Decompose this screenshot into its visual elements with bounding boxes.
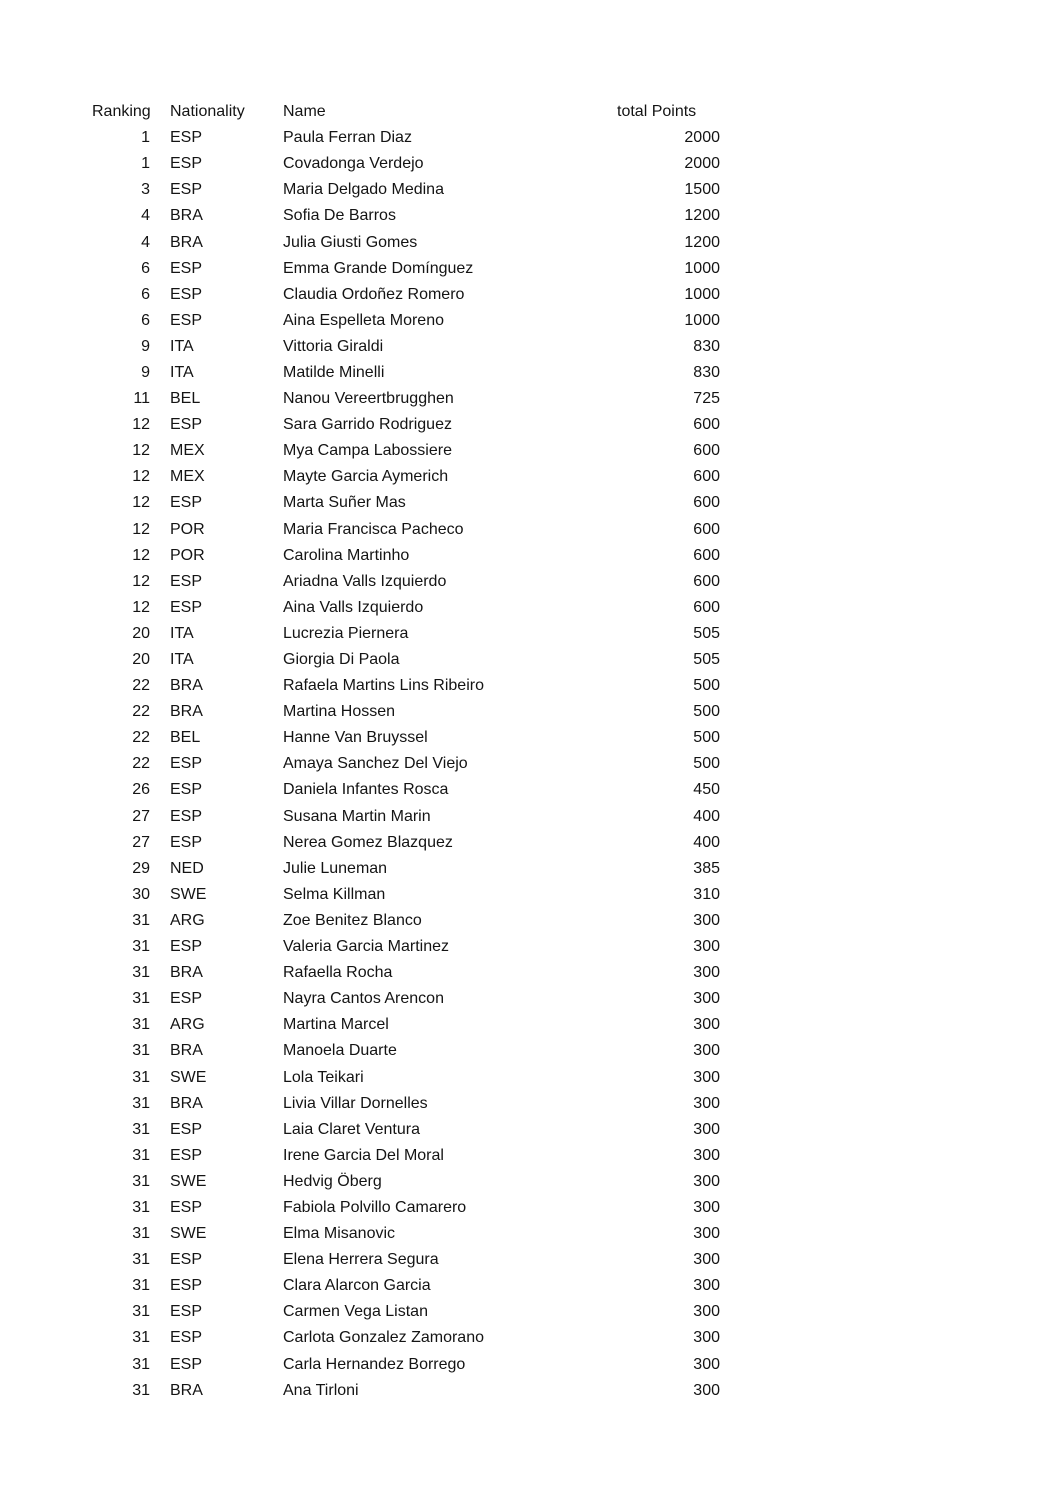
nationality-cell: ESP <box>170 1329 203 1347</box>
rank-cell: 1 <box>141 129 150 147</box>
nationality-cell: ITA <box>170 363 194 381</box>
points-cell: 1500 <box>684 181 720 199</box>
table-row <box>92 1012 720 1038</box>
nationality-cell: POR <box>170 520 205 538</box>
rank-cell: 31 <box>132 1146 150 1164</box>
table-row <box>92 595 720 621</box>
ranking-table-body <box>92 125 720 1404</box>
name-cell: Sara Garrido Rodriguez <box>283 416 452 434</box>
points-cell: 600 <box>693 416 720 434</box>
rank-cell: 31 <box>132 990 150 1008</box>
points-cell: 300 <box>693 964 720 982</box>
nationality-cell: ESP <box>170 155 203 173</box>
rank-cell: 31 <box>132 1172 150 1190</box>
table-row <box>92 908 720 934</box>
name-cell: Matilde Minelli <box>283 363 385 381</box>
points-cell: 300 <box>693 1251 720 1269</box>
nationality-cell: ITA <box>170 337 194 355</box>
rank-cell: 31 <box>132 1042 150 1060</box>
name-cell: Vittoria Giraldi <box>283 337 384 355</box>
rank-cell: 27 <box>132 833 150 851</box>
points-cell: 600 <box>693 442 720 460</box>
name-cell: Martina Marcel <box>283 1016 389 1034</box>
name-cell: Martina Hossen <box>283 703 396 721</box>
table-row <box>92 856 720 882</box>
nationality-cell: BRA <box>170 233 203 251</box>
nationality-cell: BRA <box>170 964 203 982</box>
table-row <box>92 830 720 856</box>
rank-cell: 30 <box>132 885 150 903</box>
points-cell: 300 <box>693 1094 720 1112</box>
rank-cell: 22 <box>132 677 150 695</box>
nationality-cell: ESP <box>170 1303 203 1321</box>
nationality-cell: BRA <box>170 677 203 695</box>
name-cell: Ariadna Valls Izquierdo <box>283 572 447 590</box>
nationality-cell: ESP <box>170 781 203 799</box>
points-cell: 600 <box>693 598 720 616</box>
nationality-cell: ESP <box>170 416 203 434</box>
points-cell: 1200 <box>684 233 720 251</box>
column-header-total-points: total Points <box>617 103 697 121</box>
nationality-cell: ITA <box>170 651 194 669</box>
name-cell: Lucrezia Piernera <box>283 624 409 642</box>
points-cell: 310 <box>693 885 720 903</box>
name-cell: Fabiola Polvillo Camarero <box>283 1198 467 1216</box>
table-row <box>92 673 720 699</box>
rank-cell: 22 <box>132 703 150 721</box>
rank-cell: 11 <box>133 390 150 408</box>
table-row <box>92 334 720 360</box>
points-cell: 300 <box>693 1016 720 1034</box>
rank-cell: 12 <box>132 520 150 538</box>
rank-cell: 31 <box>132 1225 150 1243</box>
table-row <box>92 1038 720 1064</box>
name-cell: Carla Hernandez Borrego <box>283 1355 466 1373</box>
nationality-cell: BRA <box>170 1094 203 1112</box>
rank-cell: 12 <box>132 442 150 460</box>
points-cell: 300 <box>693 911 720 929</box>
nationality-cell: ESP <box>170 259 203 277</box>
points-cell: 1000 <box>684 311 720 329</box>
nationality-cell: ESP <box>170 311 203 329</box>
table-row <box>92 699 720 725</box>
rank-cell: 31 <box>132 1381 150 1399</box>
nationality-cell: ESP <box>170 938 203 956</box>
rank-cell: 3 <box>141 181 150 199</box>
points-cell: 600 <box>693 572 720 590</box>
points-cell: 300 <box>693 1381 720 1399</box>
points-cell: 500 <box>693 729 720 747</box>
rank-cell: 12 <box>132 572 150 590</box>
name-cell: Giorgia Di Paola <box>283 651 400 669</box>
points-cell: 1200 <box>684 207 720 225</box>
points-cell: 300 <box>693 1068 720 1086</box>
name-cell: Clara Alarcon Garcia <box>283 1277 431 1295</box>
rank-cell: 4 <box>141 207 150 225</box>
points-cell: 300 <box>693 990 720 1008</box>
points-cell: 600 <box>693 546 720 564</box>
table-row <box>92 543 720 569</box>
name-cell: Irene Garcia Del Moral <box>283 1146 444 1164</box>
rank-cell: 31 <box>132 1016 150 1034</box>
name-cell: Carmen Vega Listan <box>283 1303 428 1321</box>
rank-cell: 1 <box>141 155 150 173</box>
rank-cell: 31 <box>132 1120 150 1138</box>
nationality-cell: BRA <box>170 1381 203 1399</box>
points-cell: 300 <box>693 1355 720 1373</box>
table-row <box>92 151 720 177</box>
name-cell: Sofia De Barros <box>283 207 396 225</box>
table-row <box>92 1325 720 1351</box>
points-cell: 400 <box>693 833 720 851</box>
nationality-cell: POR <box>170 546 205 564</box>
table-row <box>92 647 720 673</box>
points-cell: 600 <box>693 494 720 512</box>
points-cell: 450 <box>693 781 720 799</box>
name-cell: Julie Luneman <box>283 859 388 877</box>
rank-cell: 9 <box>141 363 150 381</box>
rank-cell: 31 <box>132 911 150 929</box>
name-cell: Livia Villar Dornelles <box>283 1094 428 1112</box>
rank-cell: 31 <box>132 1068 150 1086</box>
name-cell: Maria Delgado Medina <box>283 181 444 199</box>
rank-cell: 31 <box>132 1251 150 1269</box>
nationality-cell: ESP <box>170 1120 203 1138</box>
table-row <box>92 934 720 960</box>
name-cell: Elena Herrera Segura <box>283 1251 439 1269</box>
table-row <box>92 229 720 255</box>
table-row <box>92 1195 720 1221</box>
table-row <box>92 1247 720 1273</box>
table-row <box>92 882 720 908</box>
rank-cell: 20 <box>132 624 150 642</box>
rank-cell: 12 <box>132 598 150 616</box>
column-header-ranking: Ranking <box>92 103 151 121</box>
name-cell: Paula Ferran Diaz <box>283 129 412 147</box>
points-cell: 1000 <box>684 259 720 277</box>
nationality-cell: BRA <box>170 207 203 225</box>
name-cell: Mya Campa Labossiere <box>283 442 452 460</box>
name-cell: Lola Teikari <box>283 1068 364 1086</box>
points-cell: 300 <box>693 1277 720 1295</box>
name-cell: Laia Claret Ventura <box>283 1120 420 1138</box>
points-cell: 300 <box>693 1172 720 1190</box>
rank-cell: 12 <box>132 546 150 564</box>
rank-cell: 9 <box>141 337 150 355</box>
rank-cell: 31 <box>132 1277 150 1295</box>
table-header-row <box>92 99 720 125</box>
table-row <box>92 177 720 203</box>
rank-cell: 31 <box>132 964 150 982</box>
points-cell: 300 <box>693 1120 720 1138</box>
rank-cell: 31 <box>132 1355 150 1373</box>
nationality-cell: BEL <box>170 729 201 747</box>
name-cell: Elma Misanovic <box>283 1225 396 1243</box>
nationality-cell: ESP <box>170 494 203 512</box>
name-cell: Nerea Gomez Blazquez <box>283 833 453 851</box>
rank-cell: 12 <box>132 468 150 486</box>
nationality-cell: ESP <box>170 572 203 590</box>
points-cell: 500 <box>693 755 720 773</box>
table-row <box>92 1169 720 1195</box>
table-row <box>92 125 720 151</box>
points-cell: 300 <box>693 1225 720 1243</box>
points-cell: 300 <box>693 1198 720 1216</box>
name-cell: Emma Grande Domínguez <box>283 259 474 277</box>
nationality-cell: ESP <box>170 598 203 616</box>
points-cell: 300 <box>693 938 720 956</box>
table-row <box>92 1273 720 1299</box>
column-header-nationality: Nationality <box>170 103 245 121</box>
nationality-cell: ITA <box>170 624 194 642</box>
nationality-cell: MEX <box>170 442 205 460</box>
points-cell: 505 <box>693 624 720 642</box>
rank-cell: 6 <box>141 311 150 329</box>
name-cell: Hanne Van Bruyssel <box>283 729 428 747</box>
rank-cell: 29 <box>132 859 150 877</box>
points-cell: 300 <box>693 1042 720 1060</box>
table-row <box>92 464 720 490</box>
points-cell: 300 <box>693 1329 720 1347</box>
nationality-cell: SWE <box>170 1225 207 1243</box>
nationality-cell: SWE <box>170 885 207 903</box>
nationality-cell: ESP <box>170 833 203 851</box>
rank-cell: 22 <box>132 729 150 747</box>
nationality-cell: ESP <box>170 990 203 1008</box>
points-cell: 2000 <box>684 129 720 147</box>
table-row <box>92 438 720 464</box>
table-row <box>92 412 720 438</box>
name-cell: Claudia Ordoñez Romero <box>283 285 465 303</box>
name-cell: Mayte Garcia Aymerich <box>283 468 449 486</box>
table-row <box>92 1064 720 1090</box>
nationality-cell: ESP <box>170 285 203 303</box>
table-row <box>92 621 720 647</box>
name-cell: Aina Espelleta Moreno <box>283 311 444 329</box>
nationality-cell: BRA <box>170 1042 203 1060</box>
nationality-cell: ESP <box>170 1355 203 1373</box>
name-cell: Maria Francisca Pacheco <box>283 520 464 538</box>
table-row <box>92 751 720 777</box>
ranking-table <box>92 99 720 1404</box>
name-cell: Nayra Cantos Arencon <box>283 990 444 1008</box>
rank-cell: 31 <box>132 1329 150 1347</box>
nationality-cell: ESP <box>170 1198 203 1216</box>
table-row <box>92 308 720 334</box>
table-row <box>92 1352 720 1378</box>
nationality-cell: ARG <box>170 911 205 929</box>
nationality-cell: MEX <box>170 468 205 486</box>
table-row <box>92 1299 720 1325</box>
name-cell: Valeria Garcia Martinez <box>283 938 449 956</box>
rank-cell: 31 <box>132 1303 150 1321</box>
rank-cell: 12 <box>132 494 150 512</box>
name-cell: Daniela Infantes Rosca <box>283 781 449 799</box>
points-cell: 2000 <box>684 155 720 173</box>
nationality-cell: ESP <box>170 807 203 825</box>
table-row <box>92 777 720 803</box>
name-cell: Susana Martin Marin <box>283 807 431 825</box>
rank-cell: 12 <box>132 416 150 434</box>
table-row <box>92 960 720 986</box>
table-row <box>92 517 720 543</box>
nationality-cell: ESP <box>170 1277 203 1295</box>
name-cell: Manoela Duarte <box>283 1042 397 1060</box>
rank-cell: 20 <box>132 651 150 669</box>
name-cell: Nanou Vereertbrugghen <box>283 390 454 408</box>
rank-cell: 6 <box>141 259 150 277</box>
name-cell: Ana Tirloni <box>283 1381 359 1399</box>
name-cell: Hedvig Öberg <box>283 1172 382 1190</box>
table-row <box>92 986 720 1012</box>
rank-cell: 27 <box>132 807 150 825</box>
rank-cell: 22 <box>132 755 150 773</box>
nationality-cell: ARG <box>170 1016 205 1034</box>
nationality-cell: ESP <box>170 181 203 199</box>
table-row <box>92 1221 720 1247</box>
points-cell: 300 <box>693 1146 720 1164</box>
table-row <box>92 725 720 751</box>
name-cell: Selma Killman <box>283 885 386 903</box>
rank-cell: 31 <box>132 1198 150 1216</box>
table-row <box>92 360 720 386</box>
name-cell: Julia Giusti Gomes <box>283 233 418 251</box>
table-row <box>92 1091 720 1117</box>
points-cell: 830 <box>693 363 720 381</box>
table-row <box>92 1143 720 1169</box>
nationality-cell: ESP <box>170 755 203 773</box>
table-row <box>92 569 720 595</box>
nationality-cell: SWE <box>170 1068 207 1086</box>
points-cell: 600 <box>693 520 720 538</box>
nationality-cell: BRA <box>170 703 203 721</box>
table-row <box>92 490 720 516</box>
nationality-cell: NED <box>170 859 204 877</box>
points-cell: 600 <box>693 468 720 486</box>
rank-cell: 31 <box>132 938 150 956</box>
nationality-cell: ESP <box>170 129 203 147</box>
name-cell: Covadonga Verdejo <box>283 155 424 173</box>
points-cell: 385 <box>693 859 720 877</box>
table-row <box>92 256 720 282</box>
points-cell: 300 <box>693 1303 720 1321</box>
name-cell: Amaya Sanchez Del Viejo <box>283 755 468 773</box>
nationality-cell: ESP <box>170 1146 203 1164</box>
table-row <box>92 386 720 412</box>
rank-cell: 4 <box>141 233 150 251</box>
points-cell: 725 <box>693 390 720 408</box>
points-cell: 500 <box>693 677 720 695</box>
name-cell: Rafaela Martins Lins Ribeiro <box>283 677 484 695</box>
rank-cell: 26 <box>132 781 150 799</box>
points-cell: 400 <box>693 807 720 825</box>
rank-cell: 31 <box>132 1094 150 1112</box>
points-cell: 830 <box>693 337 720 355</box>
name-cell: Zoe Benitez Blanco <box>283 911 422 929</box>
name-cell: Marta Suñer Mas <box>283 494 406 512</box>
table-row <box>92 1378 720 1404</box>
table-row <box>92 203 720 229</box>
name-cell: Rafaella Rocha <box>283 964 393 982</box>
rank-cell: 6 <box>141 285 150 303</box>
table-row <box>92 1117 720 1143</box>
nationality-cell: SWE <box>170 1172 207 1190</box>
nationality-cell: BEL <box>170 390 201 408</box>
table-row <box>92 282 720 308</box>
column-header-name: Name <box>283 103 326 121</box>
nationality-cell: ESP <box>170 1251 203 1269</box>
points-cell: 500 <box>693 703 720 721</box>
name-cell: Aina Valls Izquierdo <box>283 598 424 616</box>
points-cell: 505 <box>693 651 720 669</box>
points-cell: 1000 <box>684 285 720 303</box>
name-cell: Carolina Martinho <box>283 546 410 564</box>
name-cell: Carlota Gonzalez Zamorano <box>283 1329 484 1347</box>
table-row <box>92 804 720 830</box>
